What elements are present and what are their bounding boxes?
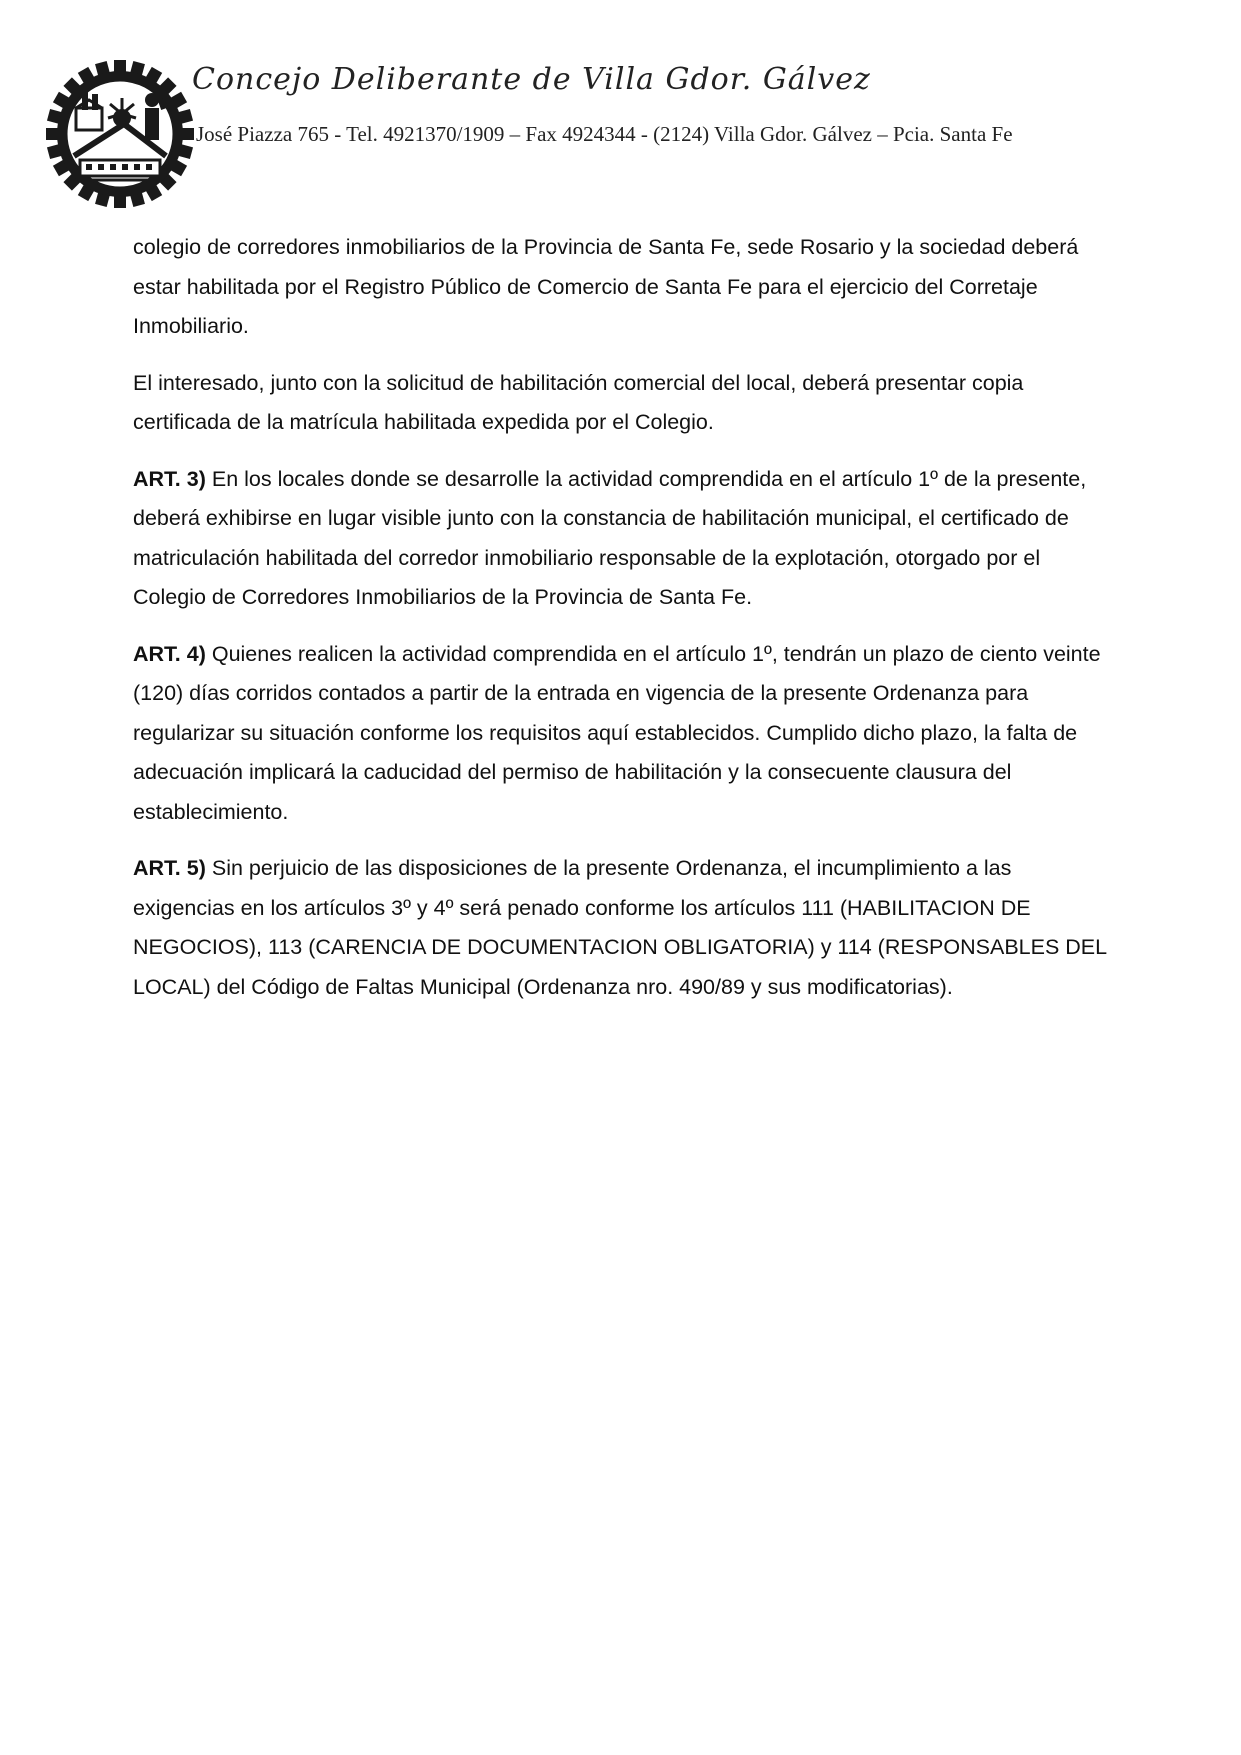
article-5-text: Sin perjuicio de las disposiciones de la presente Ordenanza, el incumplimiento a las exigencias en los artículos 3º y 4º será penado conforme los artículos 111 (HABILITACION DE NEGOCIOS), 113 (CARENCIA DE DOCUMENTACION OBLIGATORIA) y 114 (RESPONSABLES DEL LOCAL) del Código de Faltas Municipal (Ordenanza nro. 490/89 y sus modificatorias). xyxy=(133,856,1107,999)
article-4 xyxy=(133,635,1113,833)
municipal-seal-gear-icon xyxy=(46,60,194,208)
council-name: Concejo Deliberante de Villa Gdor. Gálvez xyxy=(192,62,871,97)
article-4-text: Quienes realicen la actividad comprendida en el artículo 1º, tendrán un plazo de ciento veinte (120) días corridos contados a partir de la entrada en vigencia de la presente Ordenanza para regularizar su situación conforme los requisitos aquí establecidos. Cumplido dicho plazo, la falta de adecuación implicará la caducidad del permiso de habilitación y la consecuente clausura del establecimiento. xyxy=(133,641,1101,824)
document-body xyxy=(133,228,1113,1024)
article-5 xyxy=(133,849,1113,1007)
paragraph-interesado: El interesado, junto con la solicitud de habilitación comercial del local, deberá presentar copia certificada de la matrícula habilitada expedida por el Colegio. xyxy=(133,370,1024,434)
letterhead xyxy=(40,52,1120,202)
article-3-text: En los locales donde se desarrolle la actividad comprendida en el artículo 1º de la presente, deberá exhibirse en lugar visible junto con la constancia de habilitación municipal, el certificado de matriculación habilitada del corredor inmobiliario responsable de la explotación, otorgado por el Colegio de Corredores Inmobiliarios de la Provincia de Santa Fe. xyxy=(133,466,1087,609)
paragraph-continuation: colegio de corredores inmobiliarios de la Provincia de Santa Fe, sede Rosario y la sociedad deberá estar habilitada por el Registro Público de Comercio de Santa Fe para el ejercicio del Corretaje Inmobiliario. xyxy=(133,235,1079,338)
article-3 xyxy=(133,460,1113,618)
article-4-label: ART. 4) xyxy=(133,641,206,666)
article-5-label: ART. 5) xyxy=(133,856,206,880)
council-address: José Piazza 765 - Tel. 4921370/1909 – Fax 4924344 - (2124) Villa Gdor. Gálvez – Pcia. Santa Fe xyxy=(196,122,1013,146)
article-3-label: ART. 3) xyxy=(133,466,206,491)
